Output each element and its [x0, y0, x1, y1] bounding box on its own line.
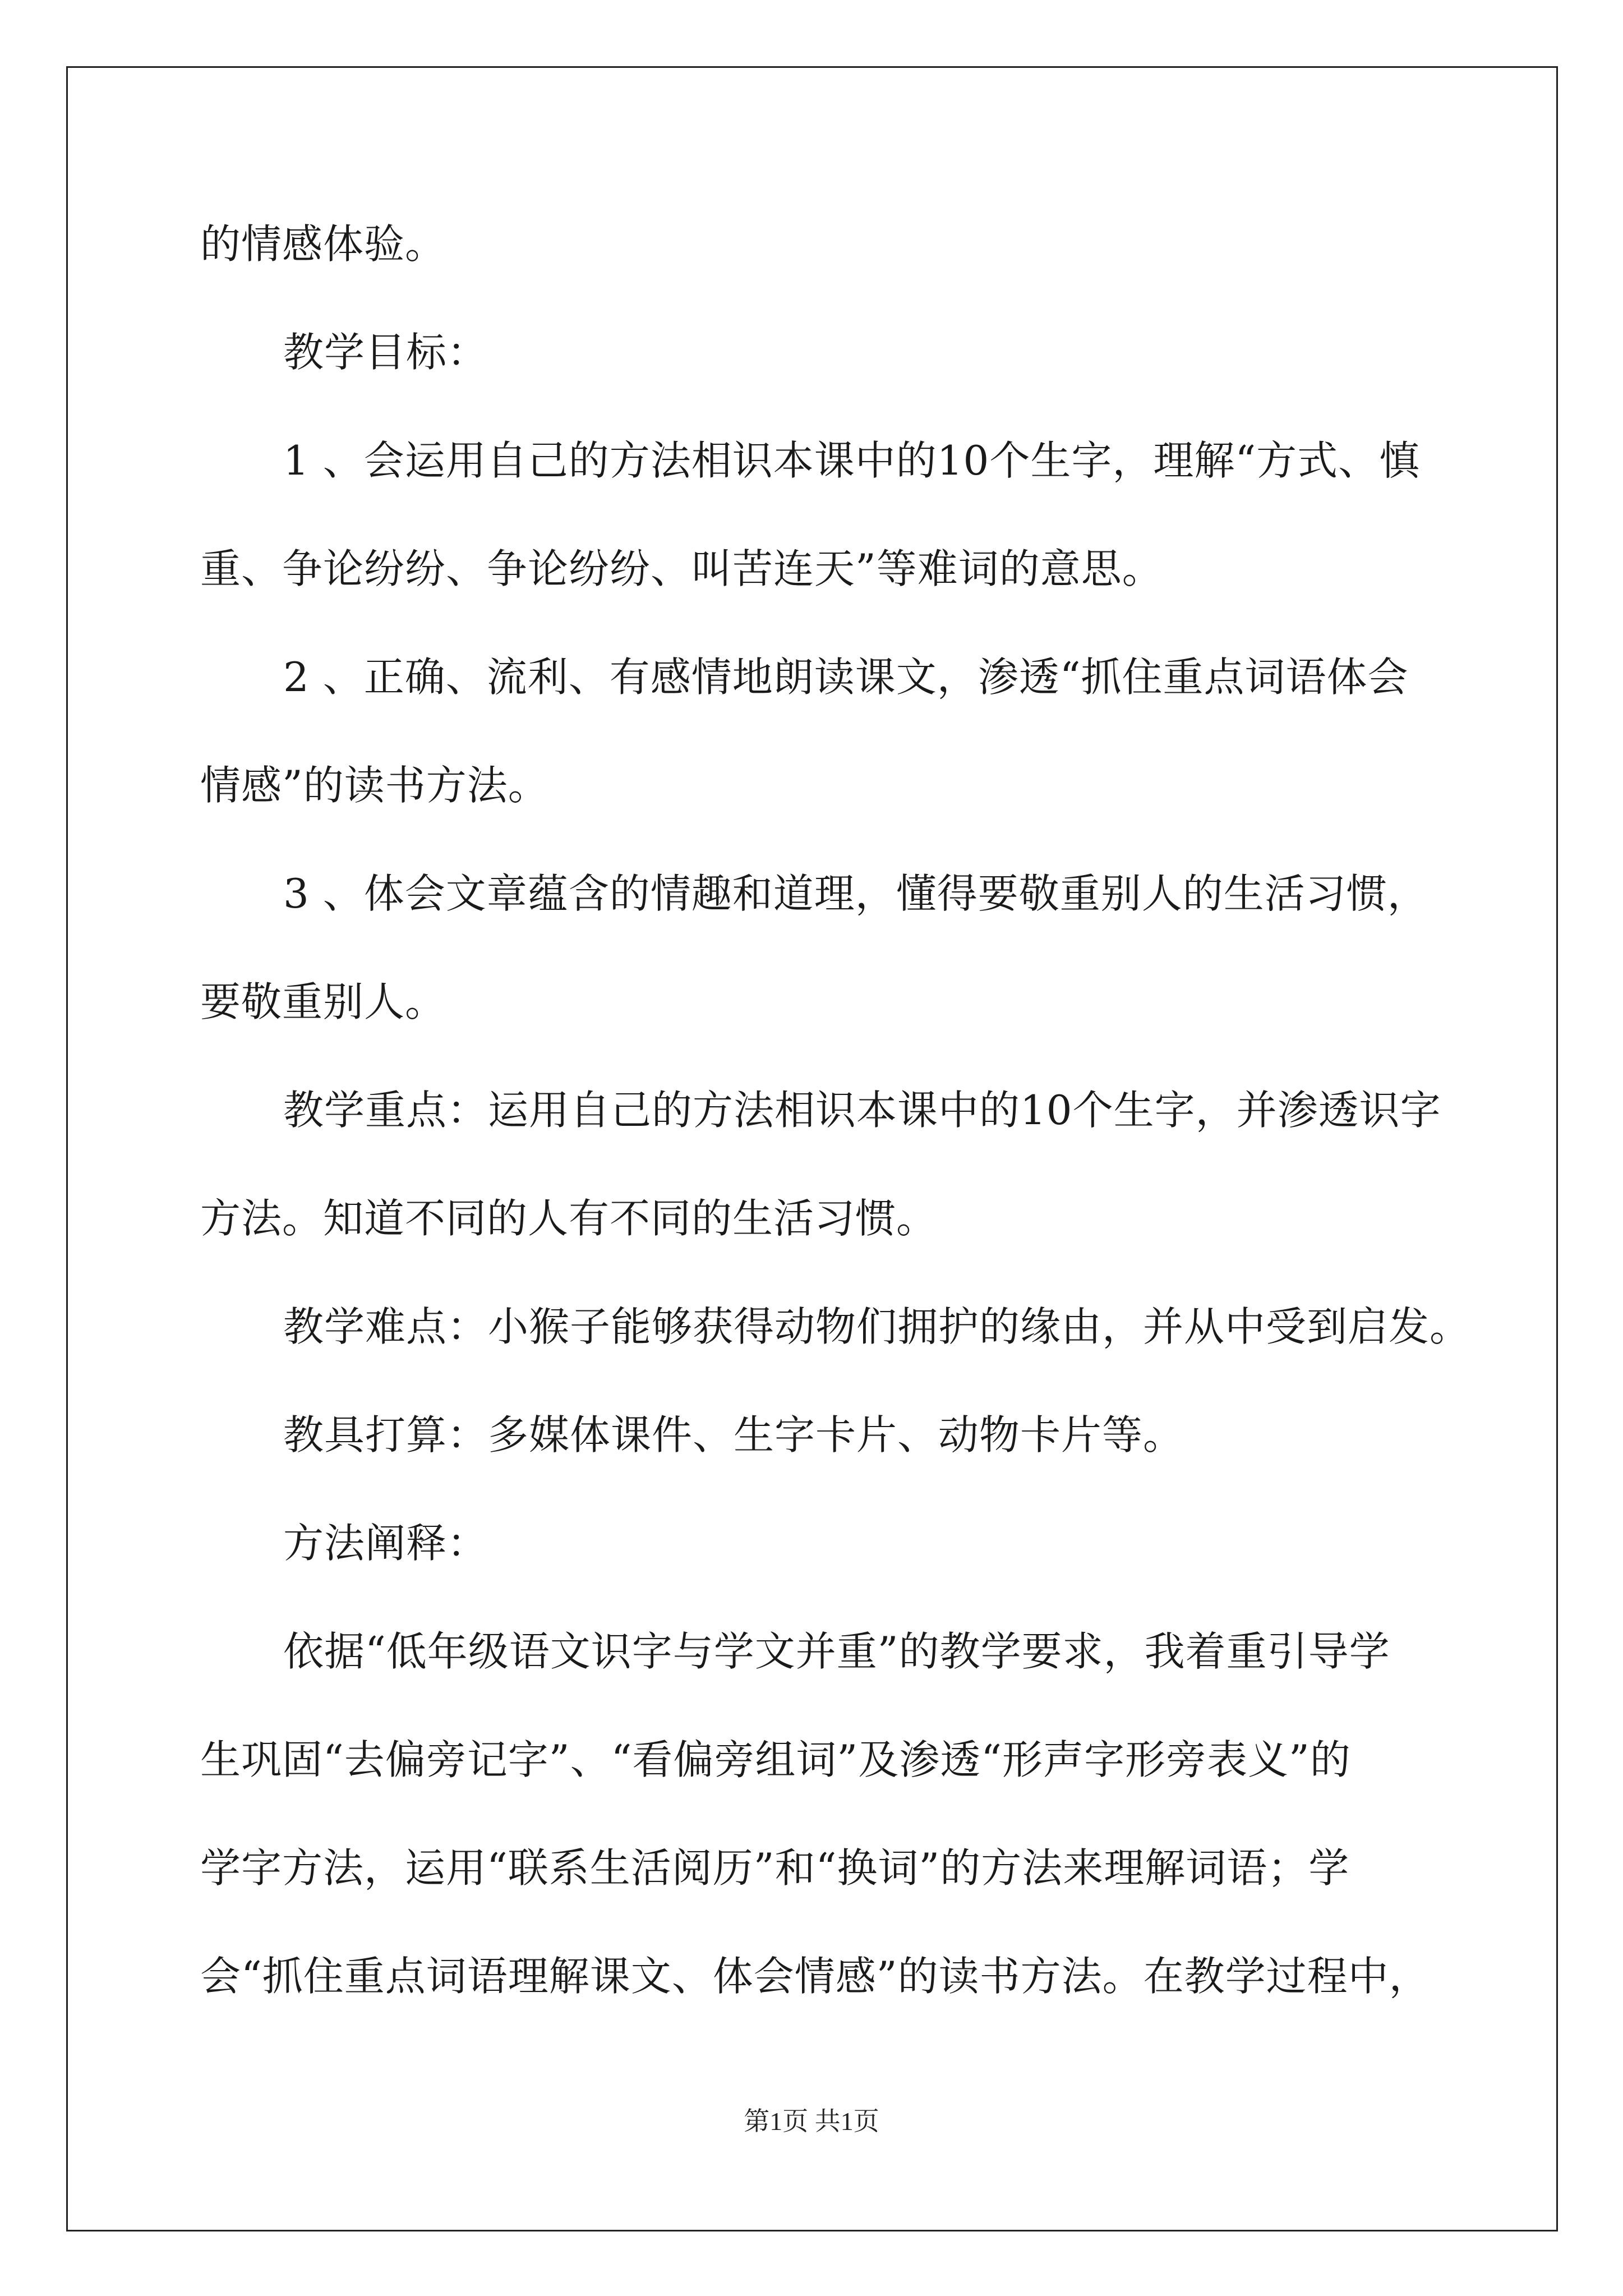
page-border: [66, 66, 1558, 2231]
section-heading-objectives: 教学目标：: [283, 329, 488, 376]
text-line: 教学重点：运用自己的方法相识本课中的10个生字，并渗透识字: [283, 1087, 1441, 1134]
text-line: 2 、正确、流利、有感情地朗读课文，渗透“抓住重点词语体会: [283, 654, 1409, 701]
text-line: 会“抓住重点词语理解课文、体会情感”的读书方法。在教学过程中，: [200, 1953, 1430, 2000]
text-line: 的情感体验。: [200, 220, 446, 268]
page-footer: 第1页 共1页: [744, 2107, 879, 2136]
text-line: 3 、体会文章蕴含的情趣和道理，懂得要敬重别人的生活习惯，: [283, 870, 1428, 917]
text-line: 情感”的读书方法。: [200, 762, 549, 809]
text-line: 1 、会运用自己的方法相识本课中的10个生字，理解“方式、慎: [283, 437, 1421, 484]
text-line: 要敬重别人。: [200, 978, 446, 1025]
text-line: 教具打算：多媒体课件、生字卡片、动物卡片等。: [283, 1411, 1184, 1458]
text-line: 教学难点：小猴子能够获得动物们拥护的缘由，并从中受到启发。: [283, 1303, 1471, 1350]
text-line: 生巩固“去偏旁记字”、“看偏旁组词”及渗透“形声字形旁表义”的: [200, 1736, 1351, 1783]
text-line: 方法。知道不同的人有不同的生活习惯。: [200, 1195, 938, 1242]
text-line: 依据“低年级语文识字与学文并重”的教学要求，我着重引导学: [283, 1628, 1390, 1675]
text-line: 学字方法，运用“联系生活阅历”和“换词”的方法来理解词语；学: [200, 1844, 1350, 1892]
section-heading-method: 方法阐释：: [283, 1520, 488, 1567]
text-line: 重、争论纷纷、争论纷纷、叫苦连天”等难词的意思。: [200, 545, 1163, 592]
